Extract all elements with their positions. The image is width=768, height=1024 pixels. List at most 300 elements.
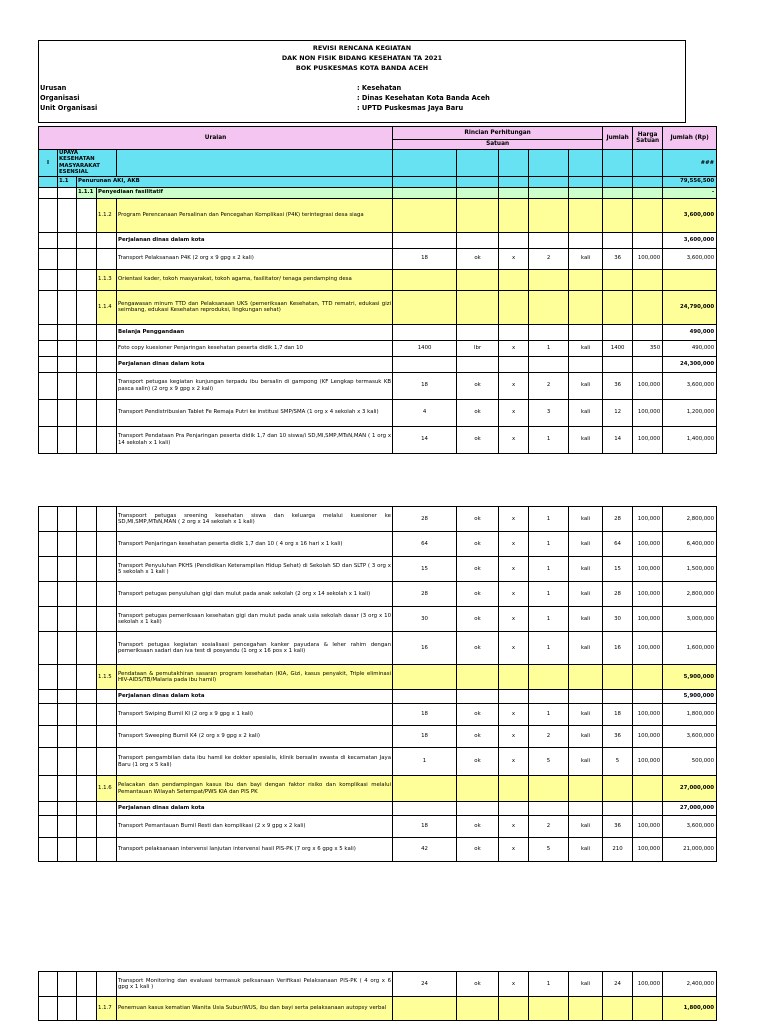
empty-cell bbox=[77, 816, 97, 838]
item-description: Pendataan & pemutakhiran sasaran program kesehatan (KIA, Gizi, kasus penyakit, Triple eliminasi HIV-AIDS/TB/Malaria pada ibu hamil) bbox=[117, 665, 393, 690]
empty-cell bbox=[529, 232, 569, 248]
empty-cell bbox=[39, 665, 58, 690]
empty-cell bbox=[39, 198, 58, 232]
line-total: 3,600,000 bbox=[663, 372, 717, 399]
empty-cell bbox=[603, 290, 633, 324]
line-multiplier: x bbox=[499, 838, 529, 862]
empty-cell bbox=[77, 690, 97, 704]
line-frequency: 1 bbox=[529, 704, 569, 726]
empty-cell bbox=[58, 632, 77, 665]
empty-cell bbox=[97, 582, 117, 607]
empty-cell bbox=[529, 665, 569, 690]
empty-cell bbox=[457, 356, 499, 372]
line-volume: 42 bbox=[393, 838, 457, 862]
table-row bbox=[39, 399, 717, 426]
line-multiplier: x bbox=[499, 426, 529, 453]
subsection-number: 1.1 bbox=[58, 176, 77, 187]
empty-cell bbox=[39, 802, 58, 816]
table-row bbox=[39, 632, 717, 665]
empty-cell bbox=[457, 776, 499, 802]
line-frequency: 1 bbox=[529, 607, 569, 632]
line-volume: 14 bbox=[393, 426, 457, 453]
line-total: 1,800,000 bbox=[663, 704, 717, 726]
empty-cell bbox=[77, 838, 97, 862]
line-volume: 1 bbox=[393, 748, 457, 776]
expense-category: Perjalanan dinas dalam kota bbox=[117, 802, 393, 816]
line-frequency-unit: kali bbox=[569, 726, 603, 748]
line-description: Transport Pendataan Pra Penjaringan peserta didik 1,7 dan 10 siswa/i SD,MI,SMP,MTsN,MAN ( 1 org x 14 sekolah x 1 kali) bbox=[117, 426, 393, 453]
empty-cell bbox=[633, 665, 663, 690]
empty-cell bbox=[393, 198, 457, 232]
empty-cell bbox=[39, 690, 58, 704]
empty-cell bbox=[499, 198, 529, 232]
section-number: I bbox=[39, 150, 58, 177]
empty-cell bbox=[97, 816, 117, 838]
empty-cell bbox=[569, 665, 603, 690]
empty-cell bbox=[529, 198, 569, 232]
line-unit-price: 100,000 bbox=[633, 704, 663, 726]
line-total: 500,000 bbox=[663, 748, 717, 776]
line-unit-price: 100,000 bbox=[633, 838, 663, 862]
empty-cell bbox=[393, 232, 457, 248]
line-frequency-unit: kali bbox=[569, 399, 603, 426]
item-description: Pengawasan minum TTD dan Pelaksanaan UKS (pemeriksaan Kesehatan, TTD rematri, edukasi gizi seimbang, edukasi Kesehatan reproduksi, lingkungan sehat) bbox=[117, 290, 393, 324]
empty-cell bbox=[97, 372, 117, 399]
empty-cell bbox=[39, 607, 58, 632]
empty-cell bbox=[58, 290, 77, 324]
line-frequency-unit: kali bbox=[569, 607, 603, 632]
expense-category-total: 490,000 bbox=[663, 324, 717, 340]
line-multiplier: x bbox=[499, 582, 529, 607]
line-frequency: 1 bbox=[529, 507, 569, 532]
item-code: 1.1.4 bbox=[97, 290, 117, 324]
line-description: Foto copy kuesioner Penjaringan kesehatan peserta didik 1,7 dan 10 bbox=[117, 340, 393, 356]
line-unit: ok bbox=[457, 507, 499, 532]
expense-category: Perjalanan dinas dalam kota bbox=[117, 690, 393, 704]
line-multiplier: x bbox=[499, 816, 529, 838]
meta-unit-organisasi: Unit Organisasi : UPTD Puskesmas Jaya Baru bbox=[40, 104, 464, 112]
empty-cell bbox=[569, 232, 603, 248]
empty-cell bbox=[529, 269, 569, 290]
empty-cell bbox=[58, 557, 77, 582]
activity-item-row bbox=[39, 269, 717, 290]
line-unit-price: 100,000 bbox=[633, 726, 663, 748]
line-total: 21,000,000 bbox=[663, 838, 717, 862]
line-frequency-unit: kali bbox=[569, 507, 603, 532]
line-frequency-unit: kali bbox=[569, 582, 603, 607]
table-row bbox=[39, 838, 717, 862]
empty-cell bbox=[393, 269, 457, 290]
line-unit: ok bbox=[457, 704, 499, 726]
empty-cell bbox=[58, 340, 77, 356]
empty-cell bbox=[77, 356, 97, 372]
subsection-total: 79,556,500 bbox=[663, 176, 717, 187]
empty-cell bbox=[77, 372, 97, 399]
line-unit: ok bbox=[457, 372, 499, 399]
empty-cell bbox=[97, 507, 117, 532]
empty-cell bbox=[393, 802, 457, 816]
line-description: Transport Penyuluhan PKHS (Pendidikan Keterampilan Hidup Sehat) di Sekolah SD dan SLTP ( 3 org x 5 sekolah x 1 kali ) bbox=[117, 557, 393, 582]
line-unit: ok bbox=[457, 532, 499, 557]
expense-category-total: 24,300,000 bbox=[663, 356, 717, 372]
line-multiplier: x bbox=[499, 726, 529, 748]
line-description: Transport petugas kegiatan kunjungan terpadu ibu bersalin di gampong (KF Lengkap termasuk KB pasca salin) (2 org x 9 gpg x 2 kali) bbox=[117, 372, 393, 399]
line-unit-price: 100,000 bbox=[633, 557, 663, 582]
expense-category-row bbox=[39, 802, 717, 816]
line-description: Transport pelaksanaan intervensi lanjutan intervensi hasil PIS-PK (7 org x 6 gpg x 5 kali) bbox=[117, 838, 393, 862]
activity-item-row bbox=[39, 198, 717, 232]
expense-category-row bbox=[39, 690, 717, 704]
table-row bbox=[39, 372, 717, 399]
expense-category-row bbox=[39, 356, 717, 372]
line-quantity: 16 bbox=[603, 632, 633, 665]
empty-cell bbox=[499, 324, 529, 340]
empty-cell bbox=[97, 607, 117, 632]
line-unit-price: 100,000 bbox=[633, 748, 663, 776]
line-multiplier: x bbox=[499, 704, 529, 726]
empty-cell bbox=[97, 248, 117, 269]
line-unit: ok bbox=[457, 426, 499, 453]
empty-cell bbox=[39, 838, 58, 862]
empty-cell bbox=[499, 290, 529, 324]
line-frequency: 2 bbox=[529, 816, 569, 838]
line-description: Transport Swiping Bumil KI (2 org x 9 gpg x 1 kali) bbox=[117, 704, 393, 726]
budget-table-page-1 bbox=[38, 126, 717, 454]
empty-cell bbox=[457, 198, 499, 232]
activity-total: - bbox=[663, 187, 717, 198]
line-frequency: 1 bbox=[529, 632, 569, 665]
line-frequency: 5 bbox=[529, 748, 569, 776]
empty-cell bbox=[39, 726, 58, 748]
empty-cell bbox=[39, 816, 58, 838]
empty-cell bbox=[97, 232, 117, 248]
empty-cell bbox=[97, 972, 117, 997]
line-unit-price: 100,000 bbox=[633, 426, 663, 453]
line-frequency: 1 bbox=[529, 426, 569, 453]
empty-cell bbox=[569, 690, 603, 704]
section-title: UPAYA KESEHATAN MASYARAKAT ESENSIAL bbox=[58, 150, 117, 177]
line-description: Transport pengambilan data ibu hamil ke dokter spesialis, klinik bersalin swasta di kecamatan Jaya Baru (1 org x 5 kali) bbox=[117, 748, 393, 776]
line-unit: ok bbox=[457, 838, 499, 862]
activity-item-row bbox=[39, 290, 717, 324]
line-frequency: 2 bbox=[529, 372, 569, 399]
item-code: 1.1.2 bbox=[97, 198, 117, 232]
line-volume: 28 bbox=[393, 582, 457, 607]
empty-cell bbox=[58, 232, 77, 248]
line-unit-price: 100,000 bbox=[633, 632, 663, 665]
line-frequency: 5 bbox=[529, 838, 569, 862]
table-row bbox=[39, 248, 717, 269]
empty-cell bbox=[499, 997, 529, 1021]
empty-cell bbox=[393, 997, 457, 1021]
table-row bbox=[39, 532, 717, 557]
line-unit-price: 100,000 bbox=[633, 816, 663, 838]
empty-cell bbox=[569, 198, 603, 232]
section-row bbox=[39, 150, 717, 177]
empty-cell bbox=[529, 324, 569, 340]
empty-cell bbox=[97, 532, 117, 557]
budget-table-page-3 bbox=[38, 971, 717, 1021]
line-total: 3,600,000 bbox=[663, 726, 717, 748]
empty-cell bbox=[603, 356, 633, 372]
empty-cell bbox=[77, 802, 97, 816]
empty-cell bbox=[457, 269, 499, 290]
subsection-row bbox=[39, 176, 717, 187]
line-multiplier: x bbox=[499, 632, 529, 665]
empty-cell bbox=[77, 426, 97, 453]
line-unit-price: 100,000 bbox=[633, 372, 663, 399]
line-quantity: 5 bbox=[603, 748, 633, 776]
empty-cell bbox=[457, 690, 499, 704]
document-meta bbox=[39, 83, 685, 113]
empty-cell bbox=[39, 972, 58, 997]
empty-cell bbox=[39, 356, 58, 372]
empty-cell bbox=[58, 426, 77, 453]
empty-cell bbox=[633, 690, 663, 704]
empty-cell bbox=[393, 665, 457, 690]
expense-category-total: 3,600,000 bbox=[663, 232, 717, 248]
col-jumlah-rp: Jumlah (Rp) bbox=[663, 127, 717, 150]
line-volume: 18 bbox=[393, 372, 457, 399]
line-frequency-unit: kali bbox=[569, 748, 603, 776]
empty-cell bbox=[633, 997, 663, 1021]
line-multiplier: x bbox=[499, 340, 529, 356]
line-total: 2,800,000 bbox=[663, 582, 717, 607]
line-frequency-unit: kali bbox=[569, 557, 603, 582]
section-total: ### bbox=[663, 150, 717, 177]
empty-cell bbox=[457, 665, 499, 690]
line-frequency-unit: kali bbox=[569, 816, 603, 838]
empty-cell bbox=[633, 776, 663, 802]
empty-cell bbox=[58, 582, 77, 607]
line-description: Transport Penjaringan kesehatan peserta didik 1,7 dan 10 ( 4 org x 16 hari x 1 kali) bbox=[117, 532, 393, 557]
table-row bbox=[39, 748, 717, 776]
col-jumlah: Jumlah bbox=[603, 127, 633, 150]
line-frequency-unit: kali bbox=[569, 632, 603, 665]
line-unit: lbr bbox=[457, 340, 499, 356]
line-quantity: 24 bbox=[603, 972, 633, 997]
line-frequency-unit: kali bbox=[569, 838, 603, 862]
line-description: Transport Monitoring dan evaluasi termasuk pelksanaan Verifikasi Pelaksanaan PIS-PK ( 4 org x 6 gpg x 1 kali ) bbox=[117, 972, 393, 997]
empty-cell bbox=[58, 997, 77, 1021]
empty-cell bbox=[633, 802, 663, 816]
line-description: Transport Sweeping Bumil K4 (2 org x 9 gpg x 2 kali) bbox=[117, 726, 393, 748]
empty-cell bbox=[499, 356, 529, 372]
empty-cell bbox=[39, 426, 58, 453]
activity-item-row bbox=[39, 997, 717, 1021]
line-multiplier: x bbox=[499, 972, 529, 997]
empty-cell bbox=[529, 997, 569, 1021]
table-row bbox=[39, 704, 717, 726]
empty-cell bbox=[97, 632, 117, 665]
empty-cell bbox=[58, 776, 77, 802]
empty-cell bbox=[457, 290, 499, 324]
empty-cell bbox=[603, 776, 633, 802]
empty-cell bbox=[603, 802, 633, 816]
item-code: 1.1.3 bbox=[97, 269, 117, 290]
empty-cell bbox=[58, 198, 77, 232]
empty-cell bbox=[58, 248, 77, 269]
line-total: 1,400,000 bbox=[663, 426, 717, 453]
empty-cell bbox=[529, 690, 569, 704]
line-frequency: 1 bbox=[529, 972, 569, 997]
expense-category: Belanja Penggandaan bbox=[117, 324, 393, 340]
budget-table-page-2 bbox=[38, 506, 717, 862]
line-quantity: 36 bbox=[603, 816, 633, 838]
line-frequency-unit: kali bbox=[569, 704, 603, 726]
line-description: Transport petugas penyuluhan gigi dan mulut pada anak sekolah (2 org x 14 sekolah x 1 kali) bbox=[117, 582, 393, 607]
line-unit-price: 350 bbox=[633, 340, 663, 356]
item-total bbox=[663, 269, 717, 290]
line-volume: 4 bbox=[393, 399, 457, 426]
empty-cell bbox=[39, 372, 58, 399]
table-row bbox=[39, 426, 717, 453]
line-volume: 16 bbox=[393, 632, 457, 665]
line-unit: ok bbox=[457, 248, 499, 269]
empty-cell bbox=[393, 290, 457, 324]
empty-cell bbox=[633, 290, 663, 324]
empty-cell bbox=[529, 802, 569, 816]
line-quantity: 14 bbox=[603, 426, 633, 453]
line-frequency: 3 bbox=[529, 399, 569, 426]
table-row bbox=[39, 507, 717, 532]
item-code: 1.1.5 bbox=[97, 665, 117, 690]
empty-cell bbox=[393, 356, 457, 372]
line-quantity: 28 bbox=[603, 507, 633, 532]
empty-cell bbox=[39, 232, 58, 248]
line-quantity: 36 bbox=[603, 248, 633, 269]
empty-cell bbox=[97, 690, 117, 704]
line-description: Transport petugas kegiatan sosialisasi pencegahan kanker payudara & leher rahim dengan pemeriksaan sadari dan iva test di posyandu (1 org x 16 pos x 1 kali) bbox=[117, 632, 393, 665]
empty-cell bbox=[97, 324, 117, 340]
line-volume: 1400 bbox=[393, 340, 457, 356]
empty-cell bbox=[58, 607, 77, 632]
line-unit-price: 100,000 bbox=[633, 582, 663, 607]
empty-cell bbox=[39, 776, 58, 802]
empty-cell bbox=[97, 399, 117, 426]
empty-cell bbox=[58, 399, 77, 426]
line-frequency: 2 bbox=[529, 726, 569, 748]
empty-cell bbox=[569, 997, 603, 1021]
line-unit-price: 100,000 bbox=[633, 248, 663, 269]
empty-cell bbox=[39, 748, 58, 776]
empty-cell bbox=[58, 372, 77, 399]
empty-cell bbox=[77, 340, 97, 356]
expense-category: Perjalanan dinas dalam kota bbox=[117, 356, 393, 372]
empty-cell bbox=[58, 324, 77, 340]
table-row bbox=[39, 582, 717, 607]
line-total: 3,600,000 bbox=[663, 248, 717, 269]
table-row bbox=[39, 557, 717, 582]
empty-cell bbox=[529, 290, 569, 324]
line-unit: ok bbox=[457, 607, 499, 632]
line-total: 1,600,000 bbox=[663, 632, 717, 665]
line-quantity: 210 bbox=[603, 838, 633, 862]
empty-cell bbox=[58, 507, 77, 532]
line-quantity: 1400 bbox=[603, 340, 633, 356]
empty-cell bbox=[529, 356, 569, 372]
empty-cell bbox=[77, 607, 97, 632]
empty-cell bbox=[39, 507, 58, 532]
empty-cell bbox=[633, 269, 663, 290]
empty-cell bbox=[97, 426, 117, 453]
line-quantity: 15 bbox=[603, 557, 633, 582]
empty-cell bbox=[39, 269, 58, 290]
item-code: 1.1.6 bbox=[97, 776, 117, 802]
empty-cell bbox=[58, 802, 77, 816]
empty-cell bbox=[39, 340, 58, 356]
empty-cell bbox=[633, 356, 663, 372]
empty-cell bbox=[58, 704, 77, 726]
empty-cell bbox=[58, 972, 77, 997]
line-frequency: 1 bbox=[529, 532, 569, 557]
line-quantity: 18 bbox=[603, 704, 633, 726]
empty-cell bbox=[499, 690, 529, 704]
item-total: 24,790,000 bbox=[663, 290, 717, 324]
line-multiplier: x bbox=[499, 748, 529, 776]
empty-cell bbox=[39, 324, 58, 340]
empty-cell bbox=[58, 748, 77, 776]
empty-cell bbox=[39, 399, 58, 426]
line-unit: ok bbox=[457, 582, 499, 607]
empty-cell bbox=[39, 997, 58, 1021]
line-quantity: 12 bbox=[603, 399, 633, 426]
empty-cell bbox=[77, 198, 97, 232]
line-frequency: 2 bbox=[529, 248, 569, 269]
empty-cell bbox=[457, 802, 499, 816]
empty-cell bbox=[77, 582, 97, 607]
line-total: 1,500,000 bbox=[663, 557, 717, 582]
item-total: 1,800,000 bbox=[663, 997, 717, 1021]
empty-cell bbox=[58, 356, 77, 372]
line-volume: 28 bbox=[393, 507, 457, 532]
empty-cell bbox=[77, 269, 97, 290]
empty-cell bbox=[97, 356, 117, 372]
line-unit: ok bbox=[457, 557, 499, 582]
empty-cell bbox=[58, 532, 77, 557]
empty-cell bbox=[97, 802, 117, 816]
title-line-1: REVISI RENCANA KEGIATAN bbox=[312, 44, 412, 52]
line-volume: 18 bbox=[393, 704, 457, 726]
item-code: 1.1.7 bbox=[97, 997, 117, 1021]
line-frequency: 1 bbox=[529, 340, 569, 356]
empty-cell bbox=[77, 532, 97, 557]
table-row bbox=[39, 726, 717, 748]
empty-cell bbox=[603, 198, 633, 232]
item-description: Program Perencanaan Persalinan dan Pencegahan Komplikasi (P4K) terintegrasi desa siaga bbox=[117, 198, 393, 232]
activity-item-row bbox=[39, 776, 717, 802]
empty-cell bbox=[77, 248, 97, 269]
col-harga-satuan: Harga Satuan bbox=[633, 127, 663, 150]
empty-cell bbox=[77, 997, 97, 1021]
line-total: 6,400,000 bbox=[663, 532, 717, 557]
line-unit: ok bbox=[457, 748, 499, 776]
line-unit-price: 100,000 bbox=[633, 532, 663, 557]
line-frequency-unit: kali bbox=[569, 248, 603, 269]
expense-category: Perjalanan dinas dalam kota bbox=[117, 232, 393, 248]
line-multiplier: x bbox=[499, 248, 529, 269]
activity-number: 1.1.1 bbox=[77, 187, 97, 198]
table-row bbox=[39, 816, 717, 838]
line-multiplier: x bbox=[499, 507, 529, 532]
activity-item-row bbox=[39, 665, 717, 690]
line-multiplier: x bbox=[499, 532, 529, 557]
empty-cell bbox=[77, 232, 97, 248]
line-multiplier: x bbox=[499, 399, 529, 426]
expense-category-row bbox=[39, 232, 717, 248]
empty-cell bbox=[39, 557, 58, 582]
empty-cell bbox=[77, 972, 97, 997]
